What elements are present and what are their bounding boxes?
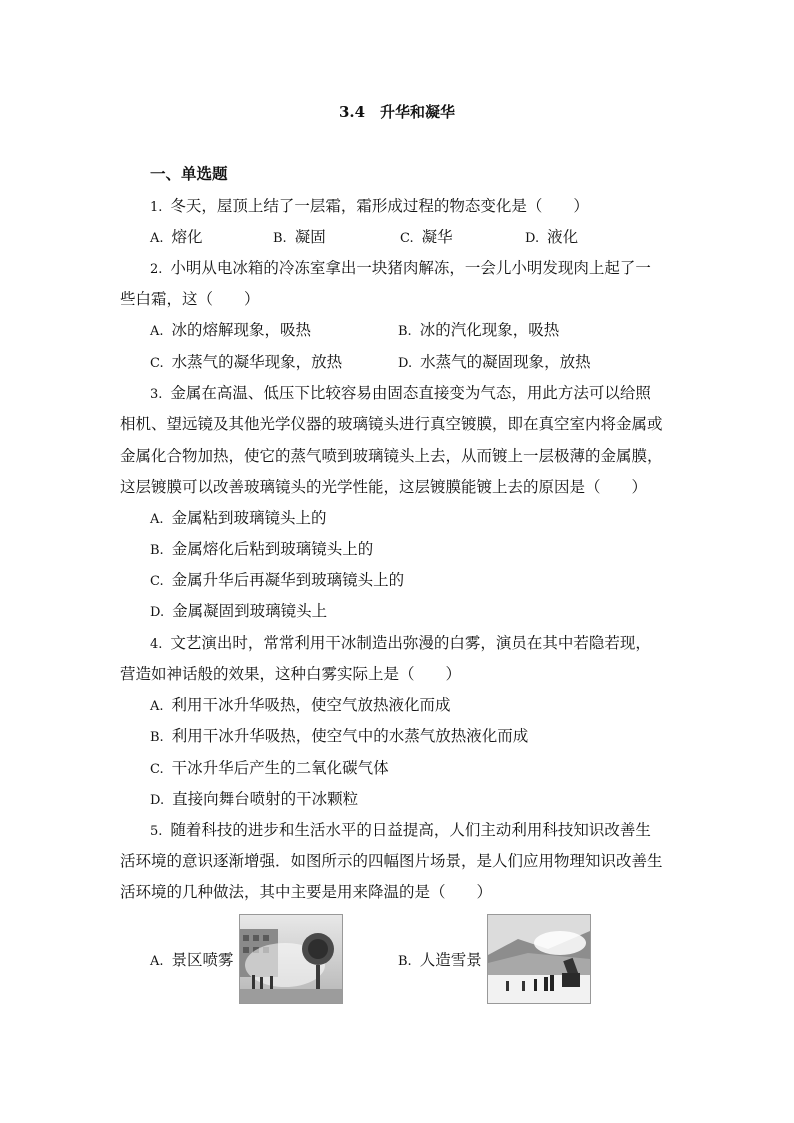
option-label: B. [273,231,287,246]
option-text: 冰的汽化现象，吸热 [419,321,560,339]
question-1-options [150,227,750,247]
question-5 [150,820,651,842]
option-label: D. [525,231,540,246]
option-b[interactable] [150,539,373,561]
option-a[interactable] [150,320,311,342]
option-d[interactable] [398,352,591,374]
option-text: 人造雪景 [419,951,482,969]
option-text: 水蒸气的凝固现象，放热 [420,353,591,371]
scenic-mist-photo-drawing [240,915,342,1003]
option-label: A. [150,324,164,339]
question-text: 金属在高温、低压下比较容易由固态直接变为气态，用此方法可以给照 [170,384,651,402]
question-1 [150,196,589,218]
question-2 [150,258,651,280]
option-c[interactable] [150,570,404,592]
option-text: 凝华 [421,228,453,246]
section-heading: 一、单选题 [150,164,228,183]
option-text: 金属凝固到玻璃镜头上 [172,602,328,620]
question-text: 文艺演出时，常常利用干冰制造出弥漫的白雾，演员在其中若隐若现， [170,634,651,652]
question-3 [150,383,651,405]
option-c[interactable] [400,227,453,249]
option-label: B. [150,543,164,558]
option-label: D. [150,793,165,808]
question-number: 5. [150,824,163,839]
question-3-continued: 金属化合物加热，使它的蒸气喷到玻璃镜头上去，从而镀上一层极薄的金属膜， [120,447,663,465]
option-a[interactable] [150,950,234,972]
question-number: 1. [150,200,163,215]
scenic-mist-photo [239,914,343,1004]
option-b[interactable] [273,227,326,249]
option-d[interactable] [150,601,327,623]
option-label: B. [398,954,412,969]
option-text: 水蒸气的凝华现象，放热 [171,353,343,371]
option-c[interactable] [150,758,389,780]
question-4 [150,633,651,655]
question-text: 冬天，屋顶上结了一层霜，霜形成过程的物态变化是（ ） [170,197,589,215]
option-label: D. [398,356,413,371]
option-text: 景区喷雾 [171,951,234,969]
option-text: 凝固 [294,228,326,246]
artificial-snow-photo-drawing [488,915,590,1003]
question-3-continued: 相机、望远镜及其他光学仪器的玻璃镜头进行真空镀膜，即在真空室内将金属或 [120,415,663,433]
option-text: 直接向舞台喷射的干冰颗粒 [172,790,359,808]
option-label: D. [150,605,165,620]
option-text: 冰的熔解现象，吸热 [171,321,312,339]
question-number: 2. [150,262,163,277]
option-text: 液化 [547,228,579,246]
option-a[interactable] [150,227,203,249]
option-b[interactable] [150,726,528,748]
question-4-continued: 营造如神话般的效果，这种白雾实际上是（ ） [120,665,462,683]
question-2-continued: 些白霜，这（ ） [120,290,260,308]
option-text: 金属熔化后粘到玻璃镜头上的 [171,540,374,558]
question-number: 4. [150,637,163,652]
question-3-continued: 这层镀膜可以改善玻璃镜头的光学性能，这层镀膜能镀上去的原因是（ ） [120,478,648,496]
question-text: 随着科技的进步和生活水平的日益提高，人们主动利用科技知识改善生 [170,821,651,839]
question-text: 小明从电冰箱的冷冻室拿出一块猪肉解冻，一会儿小明发现肉上起了一 [170,259,651,277]
question-5-continued: 活环境的意识逐渐增强．如图所示的四幅图片场景，是人们应用物理知识改善生 [120,852,663,870]
question-5-continued: 活环境的几种做法，其中主要是用来降温的是（ ） [120,883,493,901]
option-label: C. [400,231,414,246]
option-label: C. [150,762,164,777]
artificial-snow-photo [487,914,591,1004]
question-number: 3. [150,387,163,402]
option-c[interactable] [150,352,342,374]
option-label: B. [150,730,164,745]
option-b[interactable] [398,950,482,972]
page-title: 3.4 升华和凝华 [338,103,456,121]
option-label: A. [150,954,164,969]
question-2-options-row1 [150,320,750,340]
option-label: B. [398,324,412,339]
option-label: C. [150,356,164,371]
option-label: C. [150,574,164,589]
option-text: 金属升华后再凝华到玻璃镜头上的 [171,571,405,589]
option-d[interactable] [150,789,358,811]
option-a[interactable] [150,695,451,717]
option-d[interactable] [525,227,578,249]
option-text: 金属粘到玻璃镜头上的 [171,509,327,527]
option-label: A. [150,699,164,714]
option-text: 利用干冰升华吸热，使空气放热液化而成 [171,696,451,714]
option-a[interactable] [150,508,327,530]
option-b[interactable] [398,320,559,342]
option-label: A. [150,231,164,246]
option-label: A. [150,512,164,527]
option-text: 利用干冰升华吸热，使空气中的水蒸气放热液化而成 [171,727,529,745]
option-text: 熔化 [171,228,203,246]
option-text: 干冰升华后产生的二氧化碳气体 [171,759,389,777]
question-2-options-row2 [150,352,750,372]
